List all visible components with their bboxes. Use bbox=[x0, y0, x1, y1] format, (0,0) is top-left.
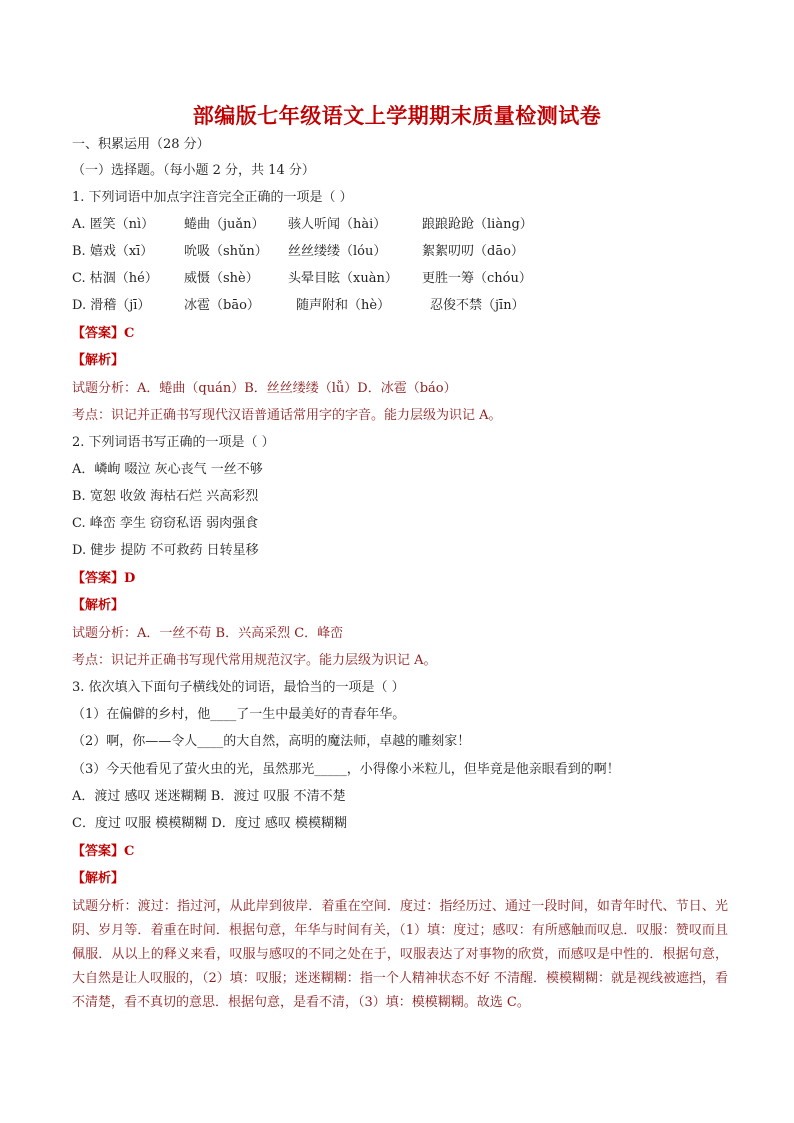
option-word: 头晕目眩（xuàn） bbox=[288, 271, 398, 286]
q1-kaodian: 考点：识记并正确书写现代汉语普通话常用字的字音。能力层级为识记 A。 bbox=[72, 408, 502, 423]
q1-option-b bbox=[72, 243, 524, 261]
option-word: C. 枯涸（hé） bbox=[72, 271, 158, 286]
q2-option-b: B. 宽恕 收敛 海枯石烂 兴高彩烈 bbox=[72, 489, 259, 504]
q2-option-a: A．嶙峋 啜泣 灰心丧气 一丝不够 bbox=[72, 462, 263, 477]
q3-sentence-1: （1）在偏僻的乡村，他____了一生中最美好的青春年华。 bbox=[72, 707, 406, 722]
option-word: A. 匿笑（nì） bbox=[72, 217, 155, 232]
q1-option-a bbox=[72, 216, 533, 234]
option-word: 随声附和（hè） bbox=[296, 298, 391, 313]
q1-option-c bbox=[72, 270, 532, 288]
q1-analysis: 试题分析：A．蜷曲（quán）B．丝丝缕缕（lǚ）D．冰雹（báo） bbox=[72, 381, 457, 396]
option-word: D. 滑稽（jī） bbox=[72, 298, 151, 313]
option-word: 吮吸（shǔn） bbox=[184, 244, 268, 259]
option-word: 丝丝缕缕（lóu） bbox=[288, 244, 387, 259]
q3-answer: 【答案】C bbox=[72, 844, 135, 859]
page-title: 部编版七年级语文上学期期末质量检测试卷 bbox=[192, 104, 602, 128]
q1-stem: 1. 下列词语中加点字注音完全正确的一项是（ ） bbox=[72, 190, 353, 205]
q3-options-ab: A．渡过 感叹 迷迷糊糊 B．渡过 叹服 不清不楚 bbox=[72, 789, 346, 804]
subsection-heading: （一）选择题。（每小题 2 分，共 14 分） bbox=[72, 163, 315, 178]
option-word: 威慑（shè） bbox=[184, 271, 259, 286]
q3-sentence-2: （2）啊，你——令人____的大自然，高明的魔法师，卓越的雕刻家！ bbox=[72, 734, 471, 749]
q2-stem: 2. 下列词语书写正确的一项是（ ） bbox=[72, 435, 275, 450]
q3-options-cd: C．度过 叹服 模模糊糊 D．度过 感叹 模模糊糊 bbox=[72, 816, 348, 831]
q1-analysis-label: 【解析】 bbox=[72, 353, 125, 368]
option-word: 絮絮叨叨（dāo） bbox=[422, 244, 524, 259]
q2-kaodian: 考点：识记并正确书写现代常用规范汉字。能力层级为识记 A。 bbox=[72, 653, 437, 668]
q2-option-d: D. 健步 提防 不可救药 日转星移 bbox=[72, 543, 259, 558]
q2-analysis: 试题分析：A．一丝不苟 B．兴高采烈 C．峰峦 bbox=[72, 626, 344, 641]
option-word: 更胜一筹（chóu） bbox=[422, 271, 532, 286]
option-word: B. 嬉戏（xī） bbox=[72, 244, 154, 259]
option-word: 踉踉跄跄（liàng） bbox=[422, 217, 533, 232]
option-word: 骇人听闻（hài） bbox=[288, 217, 387, 232]
q3-analysis: 试题分析：渡过：指过河，从此岸到彼岸．着重在空间．度过：指经历过、通过一段时间，如青年时代、节日、光阴、岁月等．着重在时间．根据句意，年华与时间有关，（1）填：度过；感叹：有所感触而叹息．叹服：赞叹而且佩服．从以上的释义来看，叹服与感叹的不同之处在于，叹服表达了对事物的欣赏，而感叹是中性的．根据句意，大自然是让人叹服的，（2）填：叹服；迷迷糊糊：指一个人精神状态不好 不清醒．模模糊糊：就是视线被遮挡，看不清楚，看不真切的意思．根据句意，是看不清，（3）填：模模糊糊。故选 C。 bbox=[72, 899, 728, 1010]
q3-stem: 3. 依次填入下面句子横线处的词语，最恰当的一项是（ ） bbox=[72, 680, 405, 695]
option-word: 蜷曲（juǎn） bbox=[184, 217, 265, 232]
q2-analysis-label: 【解析】 bbox=[72, 598, 125, 613]
option-word: 忍俊不禁（jīn） bbox=[430, 298, 525, 313]
q2-option-c: C. 峰峦 孪生 窃窃私语 弱肉强食 bbox=[72, 516, 259, 531]
q1-answer: 【答案】C bbox=[72, 326, 135, 341]
q3-analysis-label: 【解析】 bbox=[72, 871, 125, 886]
q3-sentence-3: （3）今天他看见了萤火虫的光，虽然那光_____，小得像小米粒儿，但毕竟是他亲眼看到的啊！ bbox=[72, 762, 620, 777]
option-word: 冰雹（bāo） bbox=[184, 298, 260, 313]
section-heading: 一、积累运用（28 分） bbox=[72, 137, 210, 152]
q2-answer: 【答案】D bbox=[72, 571, 136, 586]
q1-option-d bbox=[72, 297, 525, 315]
